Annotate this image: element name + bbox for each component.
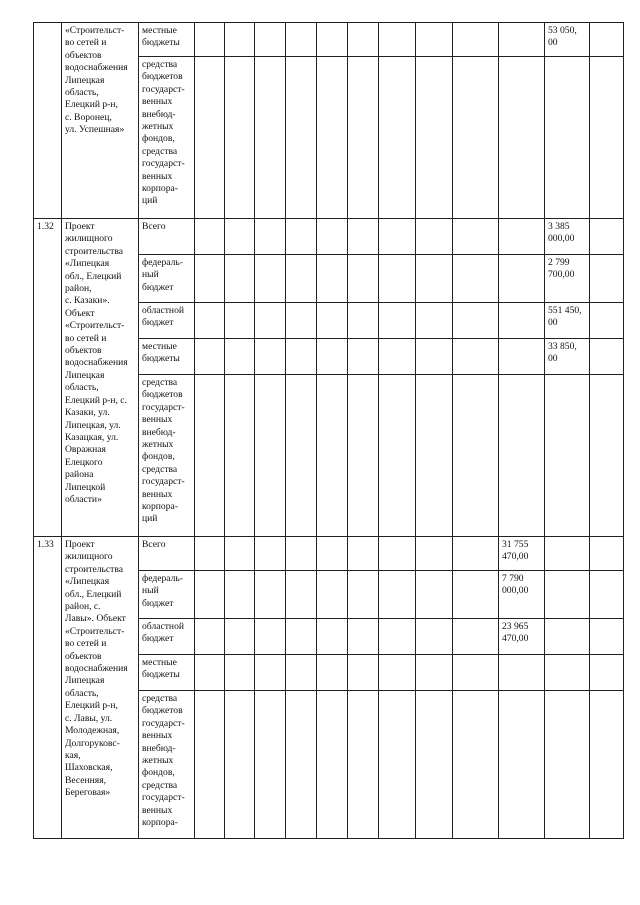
row-number-cell: 1.33	[34, 537, 62, 839]
empty-cell	[317, 537, 348, 571]
empty-cell	[590, 655, 624, 691]
empty-cell	[286, 57, 317, 219]
empty-cell	[317, 655, 348, 691]
mid-amount-cell	[499, 219, 545, 255]
project-name-cell: Проект жилищного строительства «Липецкая обл., Елецкий район, с. Казаки». Объект «Строительст- во сетей и объектов водоснабжения Липецкая область, Елецкий р-н, с. Казаки, ул. Липецкая, ул. Казацкая, ул. Овражная Елецкого района Липецкой области»	[62, 219, 139, 537]
empty-cell	[195, 339, 225, 375]
empty-cell	[255, 619, 286, 655]
empty-cell	[317, 571, 348, 619]
empty-cell	[195, 23, 225, 57]
funding-source-cell: федераль- ный бюджет	[139, 255, 195, 303]
empty-cell	[453, 23, 499, 57]
empty-cell	[453, 571, 499, 619]
empty-cell	[195, 655, 225, 691]
empty-cell	[416, 255, 453, 303]
empty-cell	[348, 655, 379, 691]
empty-cell	[255, 23, 286, 57]
project-name-cell: Проект жилищного строительства «Липецкая обл., Елецкий район, с. Лавы». Объект «Строительст- во сетей и объектов водоснабжения Липецкая область, Елецкий р-н, с. Лавы, ул. Молодежная, Долгоруковс- кая, Шаховская, Весенняя, Береговая»	[62, 537, 139, 839]
empty-cell	[348, 571, 379, 619]
empty-cell	[317, 619, 348, 655]
project-name-cell: «Строительст- во сетей и объектов водоснабжения Липецкая область, Елецкий р-н, с. Воронец, ул. Успешная»	[62, 23, 139, 219]
empty-cell	[195, 375, 225, 537]
mid-amount-cell: 7 790 000,00	[499, 571, 545, 619]
empty-cell	[225, 537, 255, 571]
empty-cell	[195, 57, 225, 219]
empty-cell	[379, 219, 416, 255]
amount-cell: 3 385 000,00	[545, 219, 590, 255]
empty-cell	[286, 571, 317, 619]
mid-amount-cell: 23 965 470,00	[499, 619, 545, 655]
funding-source-cell: местные бюджеты	[139, 339, 195, 375]
empty-cell	[379, 23, 416, 57]
funding-source-cell: областной бюджет	[139, 619, 195, 655]
empty-cell	[286, 219, 317, 255]
empty-cell	[317, 339, 348, 375]
empty-cell	[225, 219, 255, 255]
amount-cell	[545, 375, 590, 537]
empty-cell	[195, 255, 225, 303]
amount-cell: 53 050, 00	[545, 23, 590, 57]
empty-cell	[379, 375, 416, 537]
empty-cell	[416, 691, 453, 839]
empty-cell	[348, 691, 379, 839]
empty-cell	[286, 303, 317, 339]
empty-cell	[453, 57, 499, 219]
empty-cell	[453, 691, 499, 839]
empty-cell	[379, 339, 416, 375]
empty-cell	[225, 57, 255, 219]
empty-cell	[225, 339, 255, 375]
empty-cell	[317, 255, 348, 303]
empty-cell	[195, 219, 225, 255]
empty-cell	[348, 23, 379, 57]
empty-cell	[416, 537, 453, 571]
empty-cell	[590, 537, 624, 571]
empty-cell	[379, 571, 416, 619]
empty-cell	[286, 339, 317, 375]
empty-cell	[379, 57, 416, 219]
empty-cell	[453, 303, 499, 339]
empty-cell	[416, 571, 453, 619]
empty-cell	[255, 375, 286, 537]
empty-cell	[286, 655, 317, 691]
amount-cell	[545, 537, 590, 571]
empty-cell	[416, 375, 453, 537]
empty-cell	[453, 619, 499, 655]
empty-cell	[348, 375, 379, 537]
empty-cell	[590, 619, 624, 655]
empty-cell	[416, 219, 453, 255]
empty-cell	[379, 255, 416, 303]
empty-cell	[348, 619, 379, 655]
empty-cell	[348, 339, 379, 375]
empty-cell	[590, 255, 624, 303]
empty-cell	[195, 619, 225, 655]
empty-cell	[499, 23, 545, 57]
empty-cell	[590, 219, 624, 255]
empty-cell	[286, 537, 317, 571]
empty-cell	[453, 375, 499, 537]
empty-cell	[590, 571, 624, 619]
empty-cell	[379, 691, 416, 839]
amount-cell	[545, 655, 590, 691]
empty-cell	[317, 303, 348, 339]
table-row	[34, 537, 624, 571]
empty-cell	[286, 255, 317, 303]
empty-cell	[416, 655, 453, 691]
empty-cell	[255, 339, 286, 375]
funding-source-cell: местные бюджеты	[139, 655, 195, 691]
empty-cell	[195, 691, 225, 839]
empty-cell	[416, 303, 453, 339]
empty-cell	[590, 375, 624, 537]
empty-cell	[453, 339, 499, 375]
funding-table	[33, 22, 624, 839]
empty-cell	[255, 691, 286, 839]
funding-source-cell: средства бюджетов государст- венных внебюд- жетных фондов, средства государст- венных корпора- ций	[139, 375, 195, 537]
empty-cell	[317, 219, 348, 255]
empty-cell	[590, 691, 624, 839]
empty-cell	[379, 619, 416, 655]
empty-cell	[317, 23, 348, 57]
amount-cell: 33 850, 00	[545, 339, 590, 375]
empty-cell	[348, 219, 379, 255]
funding-source-cell: федераль- ный бюджет	[139, 571, 195, 619]
empty-cell	[225, 571, 255, 619]
amount-cell	[545, 619, 590, 655]
row-number-cell	[34, 23, 62, 219]
amount-cell: 551 450, 00	[545, 303, 590, 339]
empty-cell	[225, 655, 255, 691]
empty-cell	[225, 303, 255, 339]
empty-cell	[453, 655, 499, 691]
empty-cell	[416, 339, 453, 375]
mid-amount-cell	[499, 255, 545, 303]
empty-cell	[590, 303, 624, 339]
empty-cell	[348, 57, 379, 219]
empty-cell	[453, 537, 499, 571]
empty-cell	[286, 375, 317, 537]
empty-cell	[195, 571, 225, 619]
empty-cell	[255, 57, 286, 219]
funding-source-cell: местные бюджеты	[139, 23, 195, 57]
empty-cell	[590, 23, 624, 57]
empty-cell	[225, 255, 255, 303]
empty-cell	[255, 255, 286, 303]
funding-source-cell: областной бюджет	[139, 303, 195, 339]
mid-amount-cell	[499, 303, 545, 339]
empty-cell	[499, 57, 545, 219]
empty-cell	[348, 537, 379, 571]
empty-cell	[416, 57, 453, 219]
mid-amount-cell	[499, 655, 545, 691]
empty-cell	[416, 619, 453, 655]
empty-cell	[453, 255, 499, 303]
empty-cell	[348, 255, 379, 303]
empty-cell	[379, 303, 416, 339]
mid-amount-cell	[499, 691, 545, 839]
mid-amount-cell: 31 755 470,00	[499, 537, 545, 571]
empty-cell	[379, 655, 416, 691]
empty-cell	[416, 23, 453, 57]
empty-cell	[195, 303, 225, 339]
table-row	[34, 219, 624, 255]
empty-cell	[317, 375, 348, 537]
empty-cell	[225, 619, 255, 655]
empty-cell	[317, 57, 348, 219]
empty-cell	[286, 619, 317, 655]
empty-cell	[255, 571, 286, 619]
empty-cell	[225, 23, 255, 57]
empty-cell	[317, 691, 348, 839]
funding-source-cell: средства бюджетов государст- венных внебюд- жетных фондов, средства государст- венных корпора-	[139, 691, 195, 839]
empty-cell	[286, 23, 317, 57]
empty-cell	[379, 537, 416, 571]
row-number-cell: 1.32	[34, 219, 62, 537]
empty-cell	[255, 537, 286, 571]
mid-amount-cell	[499, 339, 545, 375]
funding-source-cell: Всего	[139, 219, 195, 255]
amount-cell: 2 799 700,00	[545, 255, 590, 303]
empty-cell	[590, 57, 624, 219]
amount-cell	[545, 691, 590, 839]
empty-cell	[255, 303, 286, 339]
amount-cell	[545, 57, 590, 219]
empty-cell	[255, 655, 286, 691]
mid-amount-cell	[499, 375, 545, 537]
funding-source-cell: средства бюджетов государст- венных внебюд- жетных фондов, средства государст- венных корпора- ций	[139, 57, 195, 219]
empty-cell	[286, 691, 317, 839]
empty-cell	[195, 537, 225, 571]
amount-cell	[545, 571, 590, 619]
empty-cell	[225, 375, 255, 537]
empty-cell	[348, 303, 379, 339]
empty-cell	[590, 339, 624, 375]
empty-cell	[225, 691, 255, 839]
empty-cell	[255, 219, 286, 255]
funding-source-cell: Всего	[139, 537, 195, 571]
table-row	[34, 23, 624, 57]
empty-cell	[453, 219, 499, 255]
